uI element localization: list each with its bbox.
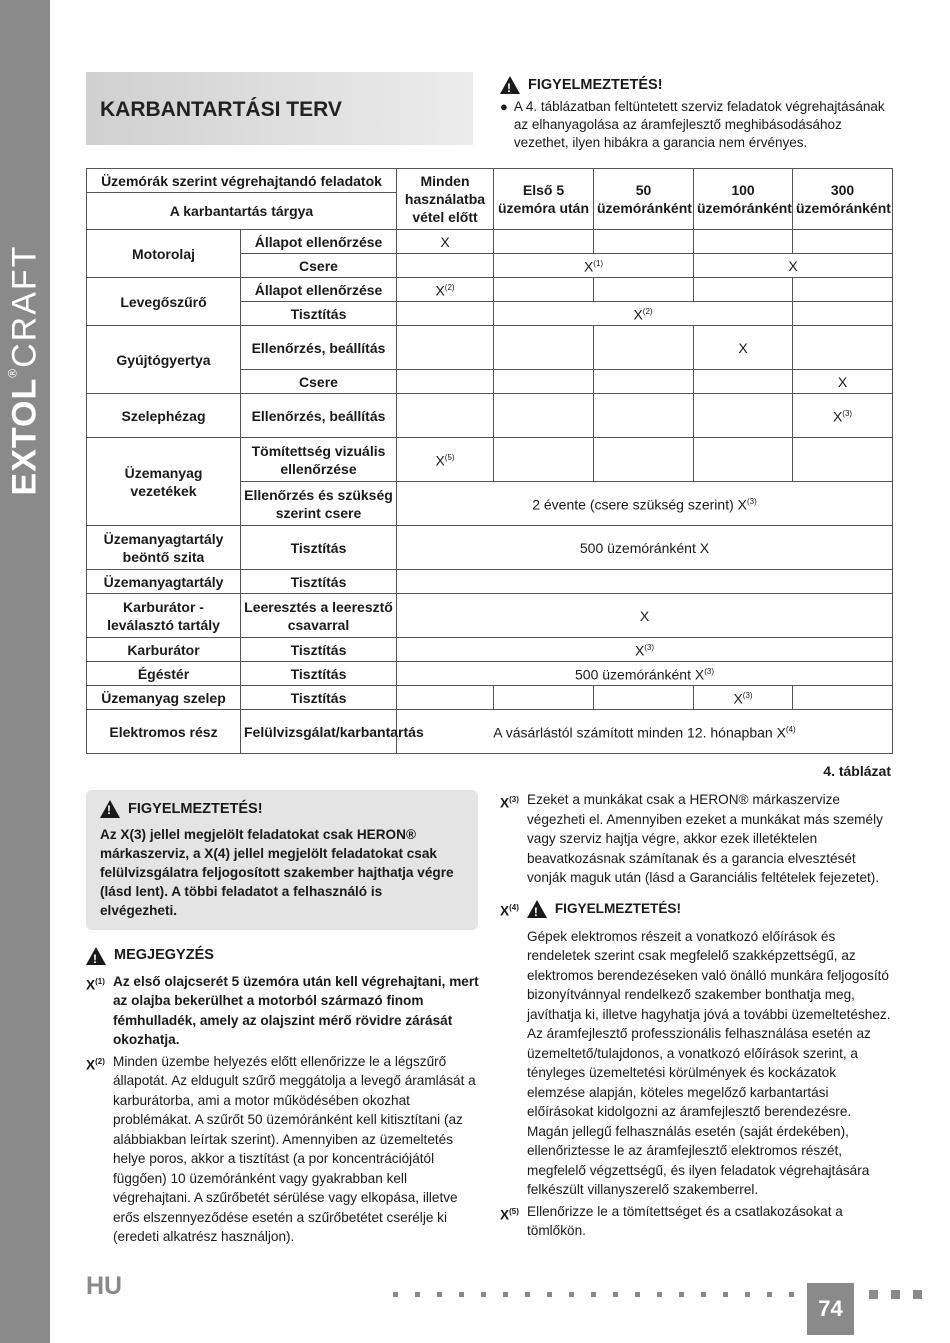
footnote-ref: (1) bbox=[593, 259, 604, 269]
note-text: Ellenőrizze le a tömítettséget és a csatlakozásokat a tömlőkön. bbox=[527, 1203, 843, 1239]
task-label: Tisztítás bbox=[241, 302, 397, 326]
page-number: 74 bbox=[807, 1283, 854, 1335]
note-text: Minden üzembe helyezés előtt ellenőrizze le a légszűrő állapotát. Az eldugult szűrő meggátolja a levegő áramlását a karburátorba, ami a motor működésében okozhat problémákat. A szűrőt 50 üzemóránként kell kitisztítani (az alábbiakban leírtak szerint). Amennyiben az üzemeltetés helye poros, akkor a tisztítást (a por koncentrációjától függően) 10 üzemóránként vagy gyakrabban kell végrehajtani. A szűrőbetét sérülése vagy elkopása, illetve erős elszennyeződése esetén a szűrőbetétet cserélje ki (eredeti alkatrész használjon). bbox=[113, 1053, 476, 1244]
note-label: X bbox=[500, 795, 510, 811]
warning-heading: FIGYELMEZTETÉS! bbox=[128, 801, 263, 817]
task-label: Ellenőrzés, beállítás bbox=[241, 326, 397, 370]
footnote-ref: (1) bbox=[95, 976, 105, 986]
note-text: Az áramfejlesztő professzionális felhasználása esetén az üzemeltető/tulajdonos, a vonatkozó előírások szerint, a tényleges üzemeltetési körülmények és kockázatok elemzése alapján, köteles megelőző karbantartási előírásokat kidolgozni az áramfejlesztő berendezésre. Magán jellegű felhasználás esetén (saját érdekében), ellenőriztesse le az áramfejlesztő elektromos részét, megfelelő végzettségű, és ilyen feladatok végrehajtására felkészült villanyszerelő szakemberrel. bbox=[527, 1026, 871, 1198]
bullet-icon: ● bbox=[500, 99, 508, 114]
mark: X bbox=[397, 230, 494, 254]
footer-square bbox=[891, 1290, 900, 1299]
note-text: Gépek elektromos részeit a vonatkozó előírások és rendeletek szerint csak megfelelő szakképzettségű, az elektromos berendezéseken való önálló munkára feljogosító bizonyítvánnyal rendelkező szakember bonthatja meg, javíthatja ki, illetve hagyhatja jóvá a további üzemeltetéshez. bbox=[527, 928, 891, 1022]
footer-square bbox=[913, 1290, 922, 1299]
note-label: X bbox=[500, 1207, 510, 1223]
warning-icon bbox=[527, 900, 547, 918]
footnote-ref: (2) bbox=[95, 1056, 105, 1066]
footnote-ref: (3) bbox=[704, 667, 714, 677]
note-label: X bbox=[86, 977, 96, 993]
warning-box bbox=[86, 790, 478, 930]
footnote-ref: (2) bbox=[444, 283, 455, 293]
header-100: 100 üzemóránként bbox=[694, 169, 793, 230]
task-label: Tisztítás bbox=[241, 526, 397, 570]
table-caption: 4. táblázat bbox=[823, 763, 891, 779]
footnote-ref: (4) bbox=[509, 902, 519, 912]
footnote-ref: (2) bbox=[642, 307, 653, 317]
mark: X bbox=[694, 254, 893, 278]
task-label: Ellenőrzés és szükség szerint csere bbox=[241, 482, 397, 526]
task-label: Tömítettség vizuális ellenőrzése bbox=[241, 438, 397, 482]
note-x1 bbox=[86, 972, 481, 1050]
note-label: X bbox=[86, 1057, 96, 1073]
warning-icon bbox=[100, 800, 120, 818]
row-levegoszuro: Levegőszűrő bbox=[87, 278, 241, 326]
row-karburator: Karburátor bbox=[87, 638, 241, 662]
language-code: HU bbox=[86, 1272, 123, 1300]
header-50: 50 üzemóránként bbox=[594, 169, 694, 230]
mark: X bbox=[633, 306, 643, 323]
maintenance-table bbox=[86, 168, 893, 754]
note-x2 bbox=[86, 1052, 481, 1247]
task-label: Csere bbox=[241, 370, 397, 394]
mark: X bbox=[435, 452, 445, 469]
header-before-use: Minden használatba vétel előtt bbox=[397, 169, 494, 230]
warning-top bbox=[500, 76, 895, 152]
warning-icon bbox=[500, 76, 520, 94]
note-x3 bbox=[500, 790, 895, 888]
mark: X bbox=[397, 594, 893, 638]
mark: X bbox=[583, 258, 594, 275]
header-subject: A karbantartás tárgya bbox=[87, 193, 397, 230]
row-szelephezag: Szelephézag bbox=[87, 394, 241, 438]
task-label: Csere bbox=[241, 254, 397, 278]
task-label: Állapot ellenőrzése bbox=[241, 278, 397, 302]
warning-box-text: Az X(3) jellel megjelölt feladatokat csak HERON® márkaszerviz, a X(4) jellel megjelölt feladatokat csak felülvizsgálatra feljogosított szakember hajthatja végre (lásd lent). A többi feladatot a felhasználó is elvégezheti. bbox=[100, 827, 454, 918]
footnote-ref: (3) bbox=[746, 497, 757, 507]
row-elektromos-resz: Elektromos rész bbox=[87, 710, 241, 754]
mark: X bbox=[733, 690, 743, 707]
task-label: Ellenőrzés, beállítás bbox=[241, 394, 397, 438]
header-300: 300 üzemóránként bbox=[793, 169, 893, 230]
note-text: Az első olajcserét 5 üzemóra után kell végrehajtani, mert az olajba bekerülhet a motorból származó finom fémhulladék, amely az olajszint mérő rövidre zárását okozhatja. bbox=[113, 973, 479, 1047]
footnote-ref: (4) bbox=[785, 725, 796, 735]
task-label: Állapot ellenőrzése bbox=[241, 230, 397, 254]
task-label: Tisztítás bbox=[241, 638, 397, 662]
footer-square bbox=[869, 1290, 878, 1299]
note-x5 bbox=[500, 1202, 895, 1241]
title-box bbox=[86, 72, 473, 145]
interval-text: 500 üzemóránként X bbox=[575, 666, 705, 683]
footnote-ref: (5) bbox=[509, 1206, 519, 1216]
right-column bbox=[500, 790, 895, 1243]
task-label: Tisztítás bbox=[241, 686, 397, 710]
footnote-ref: (3) bbox=[842, 409, 853, 419]
mark: X bbox=[832, 408, 843, 425]
interval-text: 2 évente (csere szükség szerint) X bbox=[532, 496, 747, 513]
header-first-5: Első 5 üzemóra után bbox=[494, 169, 594, 230]
sidebar bbox=[0, 0, 50, 1343]
note-section bbox=[86, 946, 481, 1249]
footnote-ref: (3) bbox=[742, 691, 753, 701]
warning-heading: FIGYELMEZTETÉS! bbox=[528, 77, 663, 93]
row-motorolaj: Motorolaj bbox=[87, 230, 241, 278]
note-heading: MEGJEGYZÉS bbox=[114, 947, 214, 963]
row-gyujtogyertya: Gyújtógyertya bbox=[87, 326, 241, 394]
header-tasks: Üzemórák szerint végrehajtandó feladatok bbox=[87, 169, 397, 193]
row-beonto-szita: Üzemanyagtartály beöntő szita bbox=[87, 526, 241, 570]
brand-logo: EXTOL®CRAFT bbox=[5, 244, 44, 496]
mark: X bbox=[694, 326, 793, 370]
note-icon bbox=[86, 947, 106, 965]
task-label: Leeresztés a leeresztő csavarral bbox=[241, 594, 397, 638]
warning-text: A 4. táblázatban feltüntetett szerviz feladatok végrehajtásának az elhanyagolása az áramfejlesztő meghibásodásához vezethet, ilyen hibákra a garancia nem érvényes. bbox=[513, 99, 885, 150]
row-egester: Égéstér bbox=[87, 662, 241, 686]
row-karburator-levalaszto: Karburátor - leválasztó tartály bbox=[87, 594, 241, 638]
footnote-ref: (5) bbox=[444, 453, 455, 463]
interval-text: A vásárlástól számított minden 12. hónapban X bbox=[493, 724, 786, 741]
interval-text: 500 üzemóránként X bbox=[397, 526, 893, 570]
row-uzemanyag-vezetekek: Üzemanyag vezetékek bbox=[87, 438, 241, 526]
mark: X bbox=[435, 282, 445, 299]
note-x4-heading bbox=[500, 898, 895, 921]
note-text: Ezeket a munkákat csak a HERON® márkaszervize végezheti el. Amennyiben ezeket a munkákat más személy vagy szerviz hajtja végre, akkor ezek illetéktelen beavatkozásnak számítanak és a garancia elvesztését vonják maguk után (lásd a Garanciális feltételek fejezetet). bbox=[527, 792, 883, 885]
footnote-ref: (3) bbox=[509, 795, 519, 804]
page-title: KARBANTARTÁSI TERV bbox=[100, 98, 342, 121]
note-label: X bbox=[500, 903, 510, 919]
task-label: Tisztítás bbox=[241, 662, 397, 686]
row-uzemanyagtartaly: Üzemanyagtartály bbox=[87, 570, 241, 594]
mark: X bbox=[793, 370, 893, 394]
task-label: Felülvizsgálat/karbantartás bbox=[241, 710, 397, 754]
footnote-ref: (3) bbox=[644, 643, 655, 653]
row-uzemanyag-szelep: Üzemanyag szelep bbox=[87, 686, 241, 710]
mark: X bbox=[634, 642, 645, 659]
warning-heading: FIGYELMEZTETÉS! bbox=[554, 901, 681, 917]
task-label: Tisztítás bbox=[241, 570, 397, 594]
